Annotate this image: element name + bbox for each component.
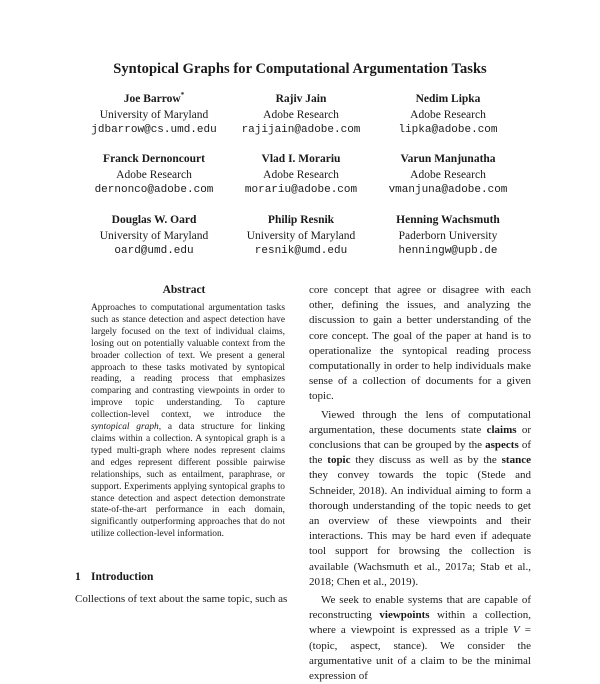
author-name: Joe Barrow* <box>123 91 185 105</box>
author-affiliation: Adobe Research <box>263 168 339 181</box>
author-email[interactable]: resnik@umd.edu <box>254 245 348 257</box>
author-name: Douglas W. Oard <box>111 214 197 226</box>
abstract-heading: Abstract <box>162 284 206 296</box>
author-block <box>358 152 538 199</box>
author-email[interactable]: morariu@adobe.com <box>244 184 358 196</box>
paragraph: Viewed through the lens of computational argumentation, these documents state claims or conclusions that can be grouped by the aspects of the topic they discuss as well as by the stance they convey towards the topic (Stede and Schneider, 2018). An individual aiming to form a thorough understanding of the topic needs to get an overview of these viewpoints and their interactions. This may be hard even if adequate tool support for browsing the collection is available (Wachsmuth et al., 2017a; Stab et al., 2018; Chen et al., 2019). <box>309 408 531 588</box>
paper-title: Syntopical Graphs for Computational Argumentation Tasks <box>113 61 487 77</box>
author-affiliation: Adobe Research <box>410 108 486 121</box>
section-heading <box>75 571 153 583</box>
author-block <box>358 92 538 139</box>
author-email[interactable]: dernonco@adobe.com <box>94 184 214 196</box>
author-email[interactable]: lipka@adobe.com <box>398 124 498 136</box>
author-affiliation: Paderborn University <box>398 229 498 242</box>
paragraph: core concept that agree or disagree with each other, defining the issues, and analyzing the discussion to gain a better understanding of the core concept. The goal of the paper at hand is to operationalize the syntopical reading process computationally in order to help individuals make sense of a collection of documents for a given topic. <box>309 284 531 403</box>
abstract-body: Approaches to computational argumentation tasks such as stance detection and aspect detection have largely focused on the text of individual claims, losing out on potentially valuable context from the broader collection of text. We present a general approach to these tasks motivated by syntopical reading, a reading process that emphasizes comparing and contrasting viewpoints in order to improve topic understanding. To capture collection-level context, we introduce the syntopical graph, a data structure for linking claims within a collection. A syntopical graph is a typed multi-graph where nodes represent claims and edges represent different possible pairwise relationships, such as entailment, paraphrase, or support. Experiments applying syntopical graphs to stance detection and aspect detection demonstrate state-of-the-art performance in each domain, significantly outperforming approaches that do not utilize collection-level information. <box>91 303 285 540</box>
author-name: Philip Resnik <box>267 214 335 226</box>
author-email[interactable]: vmanjuna@adobe.com <box>388 184 508 196</box>
paragraph: We seek to enable systems that are capable of reconstructing viewpoints within a collection, where a viewpoint is expressed as a triple V = (topic, aspect, stance). We consider the argumentative unit of a claim to be the minimal expression of <box>309 594 531 683</box>
author-email[interactable]: jdbarrow@cs.umd.edu <box>91 124 217 136</box>
author-affiliation: University of Maryland <box>99 229 209 242</box>
author-name: Vlad I. Morariu <box>261 153 341 165</box>
author-name: Rajiv Jain <box>275 93 327 105</box>
section-number: 1 <box>75 571 81 583</box>
author-affiliation: Adobe Research <box>263 108 339 121</box>
abstract-term: syntopical graph <box>91 422 159 433</box>
author-name: Henning Wachsmuth <box>396 214 500 226</box>
section-title: Introduction <box>91 571 154 583</box>
author-block <box>358 213 538 260</box>
author-affiliation: University of Maryland <box>246 229 356 242</box>
author-affiliation: Adobe Research <box>410 168 486 181</box>
right-column-text <box>309 283 531 684</box>
author-name: Varun Manjunatha <box>400 153 496 165</box>
author-email[interactable]: oard@umd.edu <box>114 245 194 257</box>
author-email[interactable]: henningw@upb.de <box>398 245 498 257</box>
author-name: Nedim Lipka <box>415 93 481 105</box>
author-affiliation: Adobe Research <box>116 168 192 181</box>
author-name: Franck Dernoncourt <box>103 153 205 165</box>
author-affiliation: University of Maryland <box>99 108 209 121</box>
author-email[interactable]: rajijain@adobe.com <box>241 124 361 136</box>
intro-first-line: Collections of text about the same topic, such as <box>75 593 288 605</box>
